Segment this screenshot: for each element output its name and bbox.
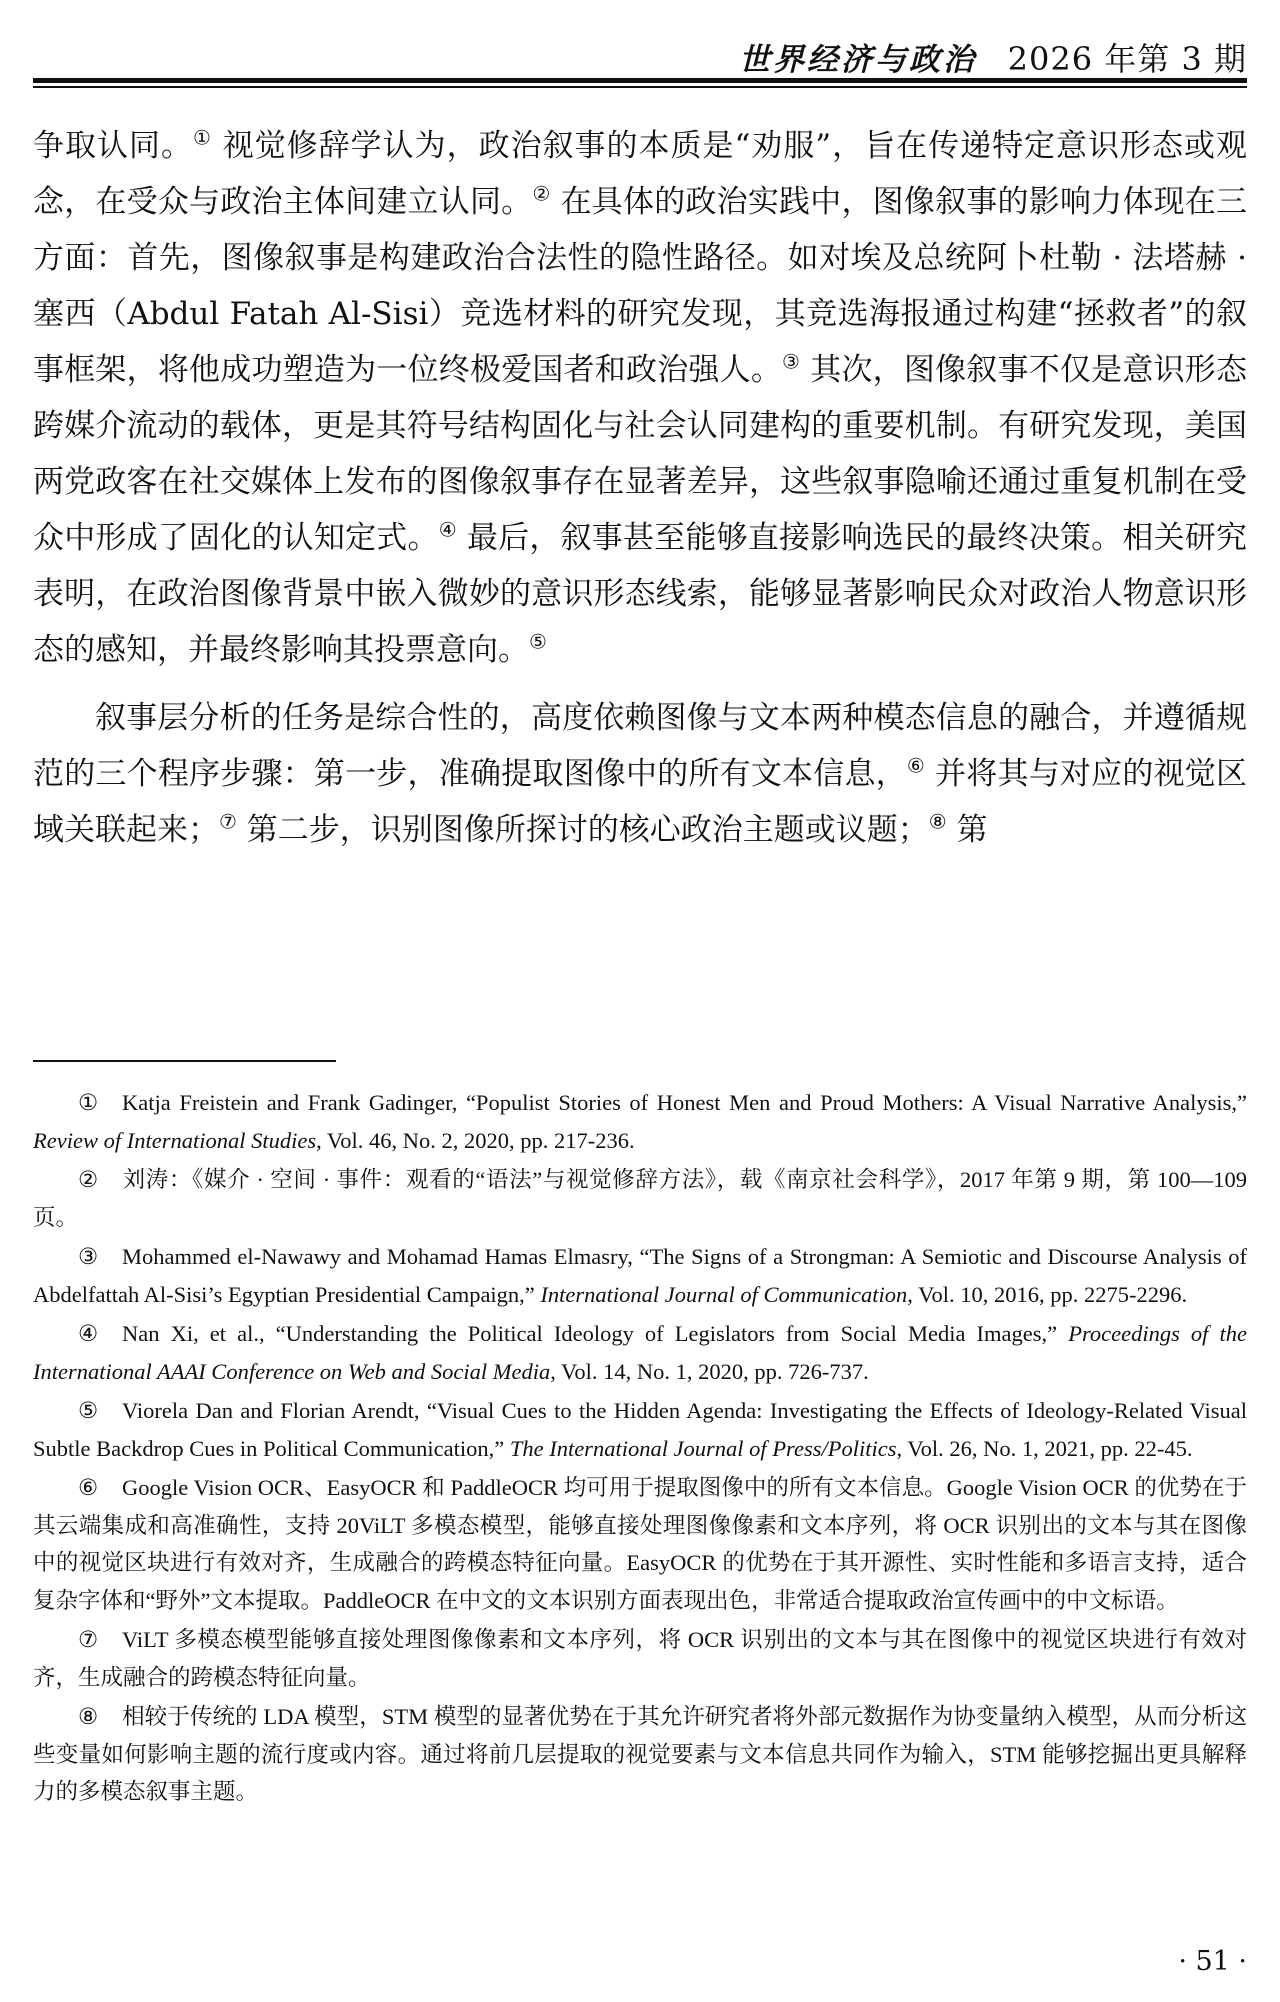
text-run: 叙事层分析的任务是综合性的，高度依赖图像与文本两种模态信息的融合，并遵循规范的三个程序步骤：第一步，准确提取图像中的所有文本信息， (33, 700, 1247, 792)
header-rule-thin (33, 86, 1247, 88)
issue-label: 2026 年第 3 期 (1007, 40, 1247, 78)
footnote-text: , Vol. 26, No. 1, 2021, pp. 22-45. (896, 1435, 1193, 1461)
footnote-6 (33, 1469, 1247, 1619)
footnote-2 (33, 1161, 1247, 1236)
footnote-text: Katja Freistein and Frank Gadinger, “Populist Stories of Honest Men and Proud Mothers: A Visual Narrative Analysis,” (122, 1090, 1247, 1115)
paragraph-1 (33, 118, 1247, 678)
text-run: 其次，图像叙事不仅是意识形态跨媒介流动的载体，更是其符号结构固化与社会认同建构的重要机制。有研究发现，美国两党政客在社交媒体上发布的图像叙事存在显著差异，这些叙事隐喻还通过重复机制在受众中形成了固化的认知定式。 (33, 352, 1247, 556)
footnote-marker-4[interactable]: ④ (438, 517, 457, 542)
footnote-marker-2[interactable]: ② (532, 181, 551, 206)
footnotes (33, 1084, 1247, 1811)
footnote-text: Google Vision OCR、EasyOCR 和 PaddleOCR 均可用于提取图像中的所有文本信息。Google Vision OCR 的优势在于其云端集成和高准确性，支持 20ViLT 多模态模型，能够直接处理图像像素和文本序列，将 OCR 识别出的文本与其在图像中的视觉区块进行有效对齐，生成融合的跨模态特征向量。EasyOCR 的优势在于其开源性、实时性能和多语言支持，适合复杂字体和“野外”文本提取。PaddleOCR 在中文的文本识别方面表现出色，非常适合提取政治宣传画中的中文标语。 (33, 1475, 1247, 1613)
footnote-text: Nan Xi, et al., “Understanding the Political Ideology of Legislators from Social Media Images,” (122, 1321, 1069, 1346)
footnote-text: 刘涛：《媒介 · 空间 · 事件：观看的“语法”与视觉修辞方法》，载《南京社会科学》，2017 年第 9 期，第 100—109 页。 (33, 1167, 1247, 1230)
footnote-number: ④ (78, 1321, 99, 1346)
paragraph-2 (33, 690, 1247, 858)
footnote-source-title: Review of International Studies (33, 1127, 317, 1153)
header-rule-thick (33, 78, 1247, 83)
text-run: 争取认同。 (33, 128, 193, 164)
footnote-1 (33, 1084, 1247, 1159)
running-header (33, 18, 1247, 80)
footnote-number: ⑥ (78, 1475, 99, 1500)
footnote-8 (33, 1698, 1247, 1811)
footnote-text: , Vol. 14, No. 1, 2020, pp. 726-737. (550, 1358, 869, 1384)
footnote-marker-8[interactable]: ⑧ (928, 809, 947, 834)
footnote-text: ViLT 多模态模型能够直接处理图像像素和文本序列，将 OCR 识别出的文本与其在图像中的视觉区块进行有效对齐，生成融合的跨模态特征向量。 (33, 1627, 1247, 1690)
footnote-7 (33, 1621, 1247, 1696)
page-number: · 51 · (1178, 1946, 1247, 1977)
journal-title: 世界经济与政治 (739, 42, 977, 78)
text-run: 并将其与对应的视觉区域关联起来； (33, 756, 1247, 848)
footnote-source-title: Proceedings of the International AAAI Conference on Web and Social Media (33, 1321, 1248, 1384)
footnote-number: ⑦ (78, 1627, 99, 1652)
footnote-source-title: The International Journal of Press/Politics (509, 1435, 897, 1461)
footnote-source-title: International Journal of Communication (540, 1281, 908, 1307)
footnote-separator (33, 1060, 336, 1062)
footnote-number: ② (78, 1167, 99, 1192)
footnote-number: ① (78, 1090, 99, 1115)
footnote-marker-1[interactable]: ① (192, 125, 212, 150)
footnote-3 (33, 1238, 1247, 1313)
footnote-text: Viorela Dan and Florian Arendt, “Visual Cues to the Hidden Agenda: Investigating the Effects of Ideology-Related Visual Subtle Backdrop Cues in Political Communication,” (33, 1398, 1247, 1461)
body-text (33, 118, 1247, 858)
footnote-number: ⑤ (78, 1398, 99, 1423)
footnote-marker-7[interactable]: ⑦ (219, 809, 237, 834)
footnote-text: 相较于传统的 LDA 模型，STM 模型的显著优势在于其允许研究者将外部元数据作为协变量纳入模型，从而分析这些变量如何影响主题的流行度或内容。通过将前几层提取的视觉要素与文本信息共同作为输入，STM 能够挖掘出更具解释力的多模态叙事主题。 (33, 1704, 1247, 1804)
footnote-marker-5[interactable]: ⑤ (529, 629, 547, 654)
footnote-text: , Vol. 10, 2016, pp. 2275-2296. (907, 1281, 1188, 1307)
footnote-text: Mohammed el-Nawawy and Mohamad Hamas Elmasry, “The Signs of a Strongman: A Semiotic and Discourse Analysis of Abdelfattah Al-Sisi’s Egyptian Presidential Campaign,” (33, 1244, 1247, 1307)
footnote-marker-3[interactable]: ③ (782, 349, 801, 374)
text-run: 第 (946, 812, 988, 848)
footnote-number: ③ (78, 1244, 99, 1269)
footnote-4 (33, 1315, 1247, 1390)
footnote-number: ⑧ (78, 1704, 99, 1729)
text-run: 第二步，识别图像所探讨的核心政治主题或议题； (236, 812, 929, 848)
footnote-5 (33, 1392, 1247, 1467)
text-run: 在具体的政治实践中，图像叙事的影响力体现在三方面：首先，图像叙事是构建政治合法性的隐性路径。如对埃及总统阿卜杜勒 · 法塔赫 · 塞西（Abdul Fatah Al-Sisi）竞选材料的研究发现，其竞选海报通过构建“拯救者”的叙事框架，将他成功塑造为一位终极爱国者和政治强人。 (33, 184, 1247, 388)
footnote-text: , Vol. 46, No. 2, 2020, pp. 217-236. (316, 1127, 635, 1153)
footnote-marker-6[interactable]: ⑥ (906, 753, 926, 778)
text-run: 最后，叙事甚至能够直接影响选民的最终决策。相关研究表明，在政治图像背景中嵌入微妙的意识形态线索，能够显著影响民众对政治人物意识形态的感知，并最终影响其投票意向。 (33, 520, 1247, 668)
text-run: 视觉修辞学认为，政治叙事的本质是“劝服”，旨在传递特定意识形态或观念，在受众与政治主体间建立认同。 (33, 128, 1247, 220)
